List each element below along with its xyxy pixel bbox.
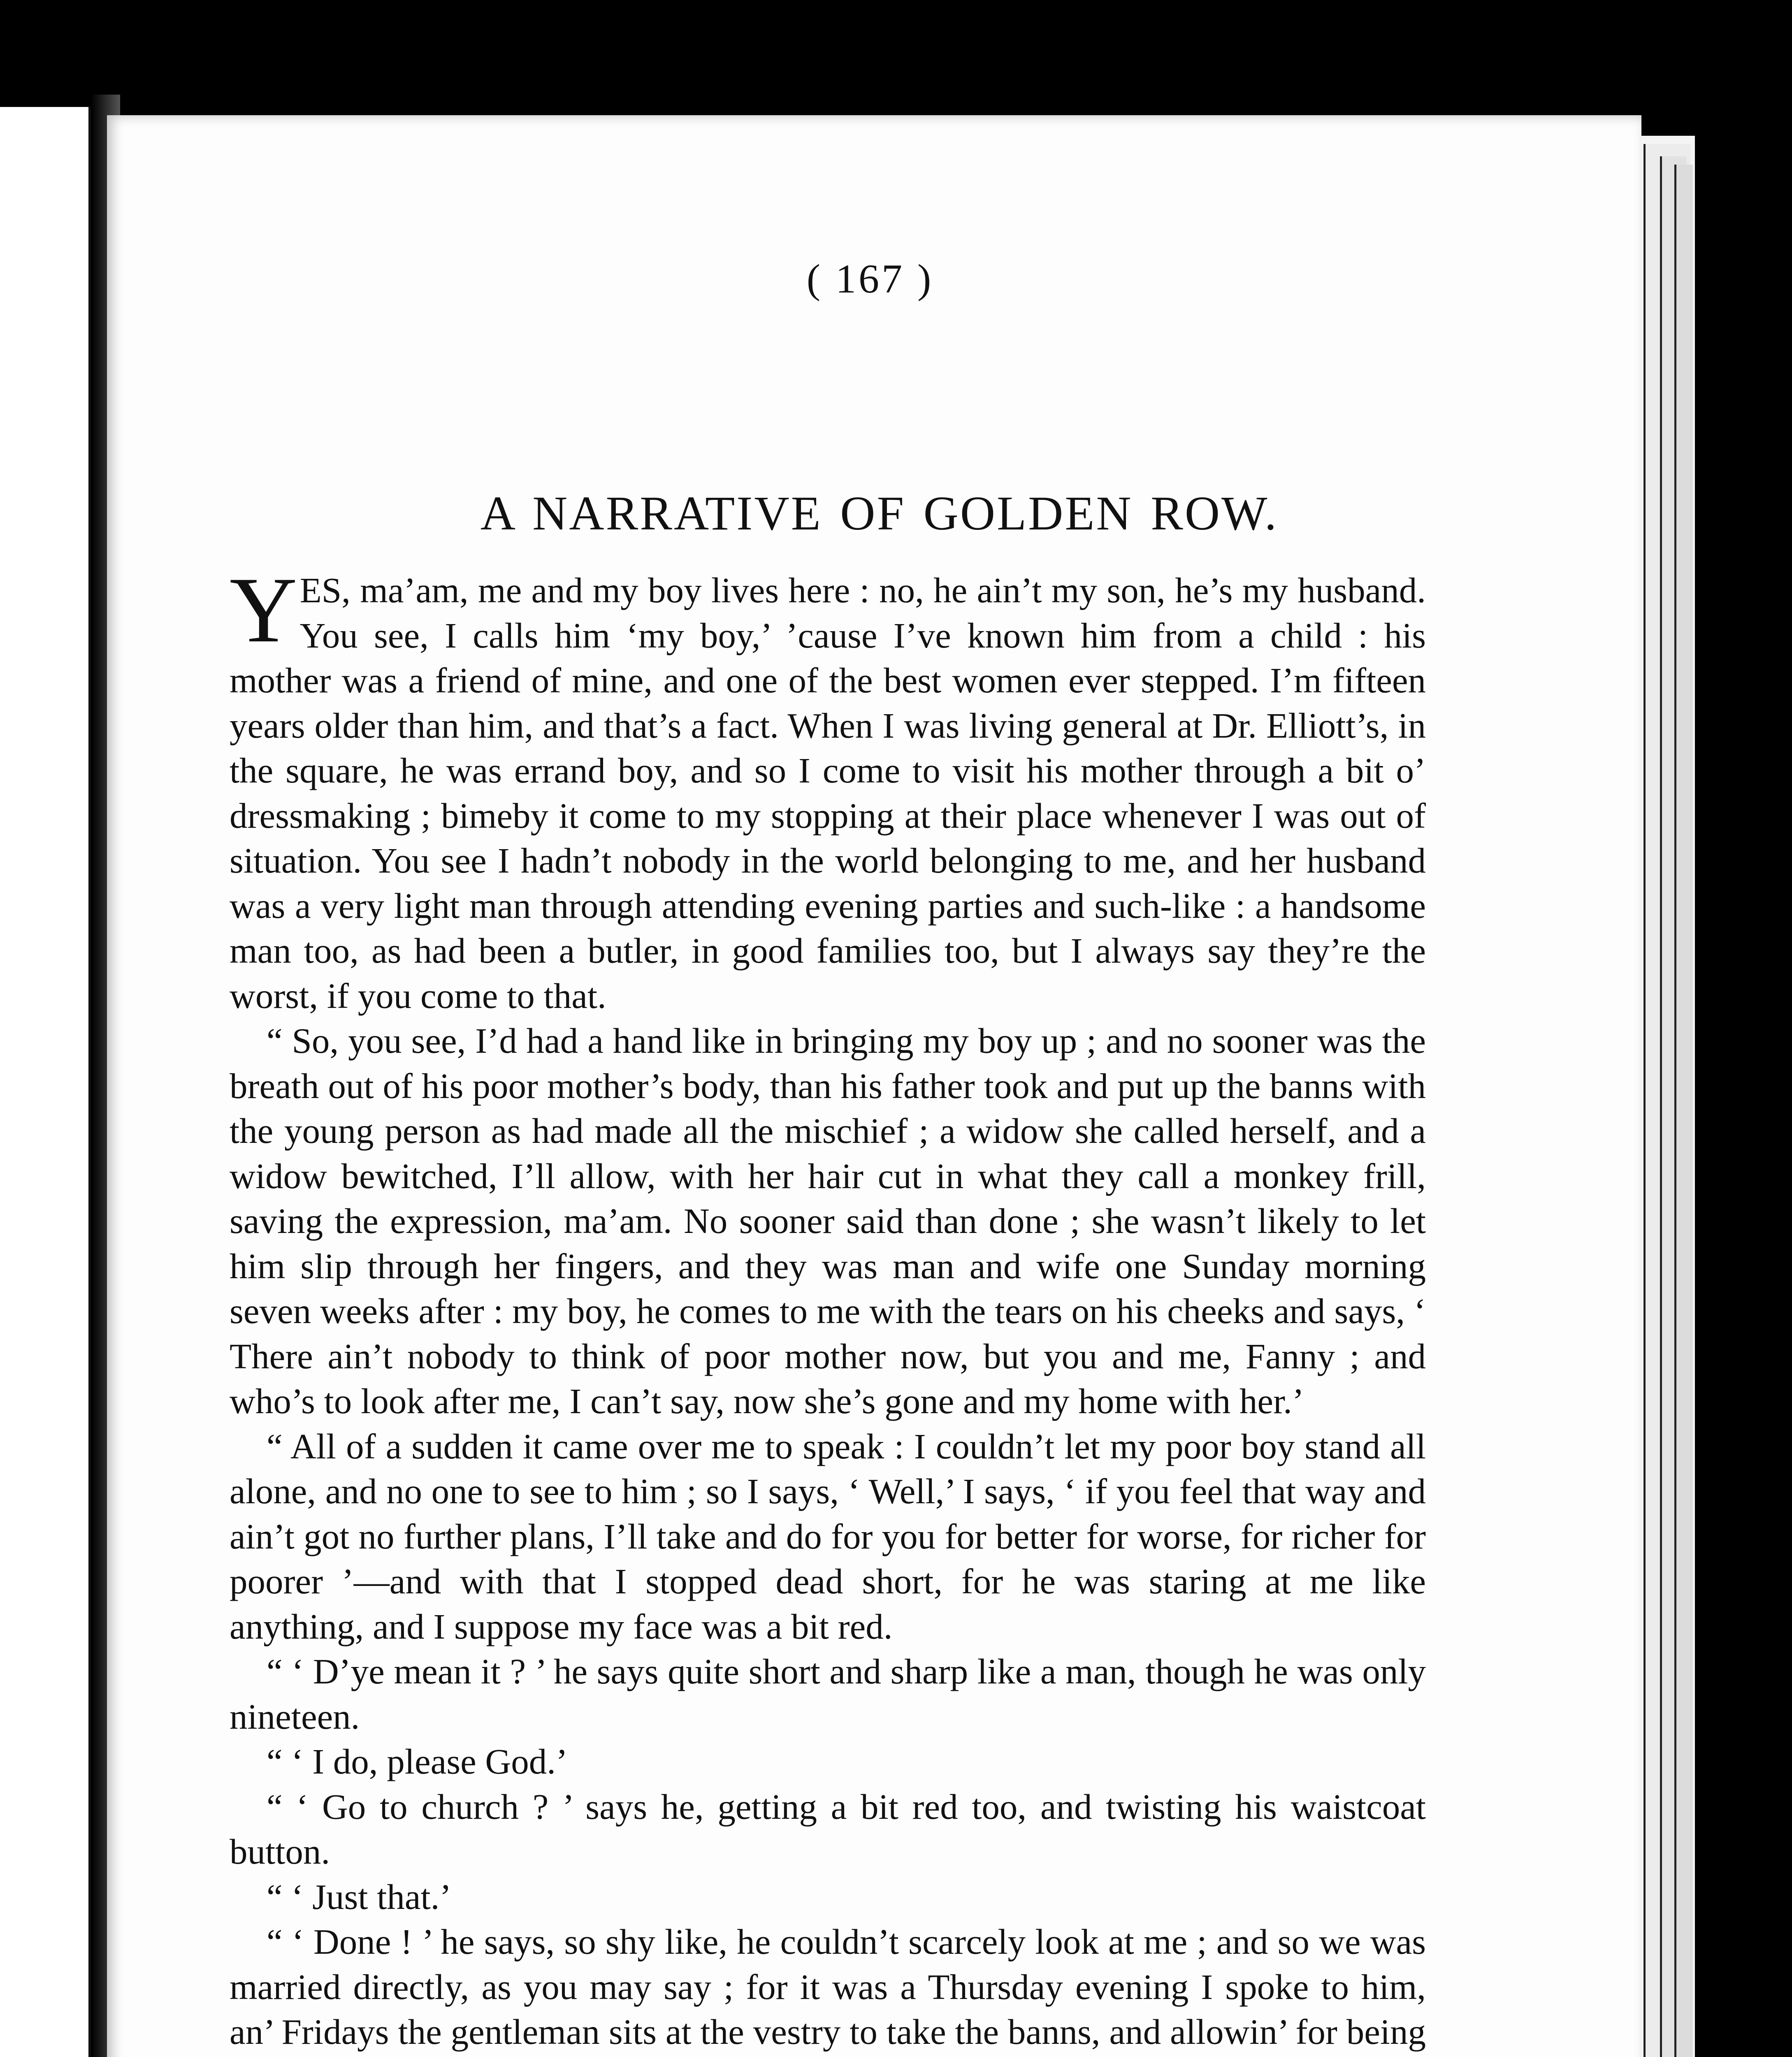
paragraph: “ ‘ Go to church ? ’ says he, getting a bit red too, and twisting his waistcoat button. [230,1786,1426,1871]
page-edge-stack [1674,165,1693,2057]
paragraph: “ So, you see, I’d had a hand like in bringing my boy up ; and no sooner was the breath out of his poor mother’s body, than his father took and put up the banns with the young person as had made all the mischief ; a widow she called herself, and a widow bewitched, I’ll allow, with her hair cut in what they call a monkey frill, saving the expression, ma’am. No sooner said than done ; she wasn’t likely to let him slip through her fingers, and they was man and wife one Sunday morning seven weeks after : my boy, he comes to me with the tears on his cheeks and says, ‘ There ain’t nobody to think of poor mother now, but you and me, Fanny ; and who’s to look after me, I can’t say, now she’s gone and my home with her.’ [230,1021,1426,1421]
drop-cap: Y [230,558,297,662]
paragraph [230,558,1426,1018]
paragraph: “ ‘ D’ye mean it ? ’ he says quite short and sharp like a man, though he was only nineteen. [230,1651,1426,1737]
page-number: ( 167 ) [806,256,934,302]
book-page [107,115,1641,2057]
paragraph: “ All of a sudden it came over me to speak : I couldn’t let my poor boy stand all alone, and no one to see to him ; so I says, ‘ Well,’ I says, ‘ if you feel that way and ain’t got no further plans, I’ll take and do for you for better for worse, for richer for poorer ’—and with that I stopped dead short, for he was staring at me like anything, and I suppose my face was a bit red. [230,1426,1426,1646]
chapter-title: A NARRATIVE OF GOLDEN ROW. [480,486,1279,540]
paragraph-text: ES, ma’am, me and my boy lives here : no, he ain’t my son, he’s my husband. You see, I calls him ‘my boy,’ ’cause I’ve known him from a child : his mother was a friend of mine, and one of the best women ever stepped. I’m fifteen years older than him, and that’s a fact. When I was living general at Dr. Elliott’s, in the square, he was errand boy, and so I come to visit his mother through a bit o’ dressmaking ; bimeby it come to my stopping at their place whenever I was out of situation. You see I hadn’t nobody in the world belonging to me, and her husband was a very light man through attending evening parties and such-like : a handsome man too, as had been a butler, in good families too, but I always say they’re the worst, if you come to that. [230,570,1426,1016]
paragraph: “ ‘ Just that.’ [267,1876,452,1917]
paragraph: “ ‘ I do, please God.’ [267,1741,568,1781]
paragraph: “ ‘ Done ! ’ he says, so shy like, he couldn’t scarcely look at me ; and so we was married directly, as you may say ; for it was a Thursday evening I spoke to him, an’ Fridays the gentleman sits at the vestry to take the banns, and allowin’ for being [230,1922,1426,2052]
body-text [230,558,1426,2057]
previous-page-edge [0,107,91,2057]
